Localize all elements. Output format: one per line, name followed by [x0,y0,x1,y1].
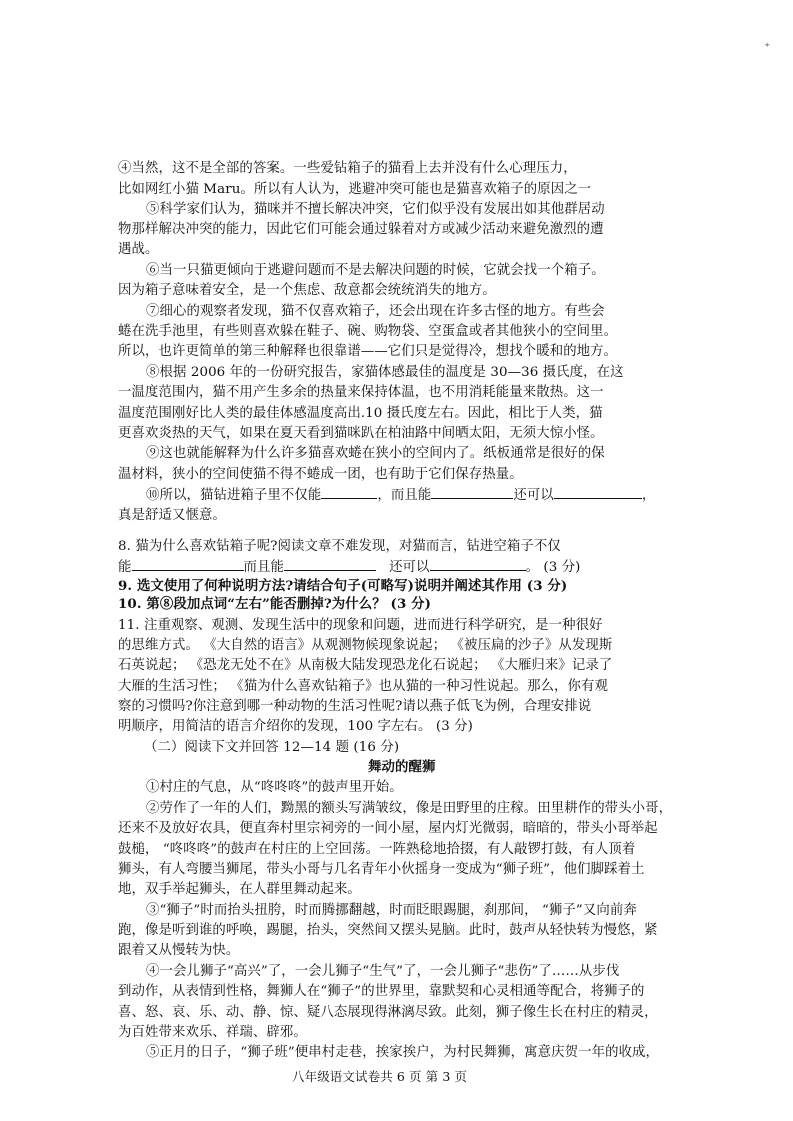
para10-prefix: ⑩所以，猫钻进箱子里不仅能 [146,488,322,503]
answer-blank[interactable] [430,558,526,571]
story-line: 还来不及放好农具，便直奔村里宗祠旁的一间小屋，屋内灯光微弱，暗暗的，带头小哥举起 [118,821,658,836]
para10-end: ， [641,488,656,503]
q8-end: 。 (3 分) [525,560,581,575]
article-line: 所以，也许更简单的第三种解释也很靠谱——它们只是觉得冷，想找个暖和的地方。 [118,344,618,359]
article-line: 因为箱子意味着安全，是一个焦虑、敌意都会统统消失的地方。 [118,283,496,298]
article-line: 温材料，狭小的空间使猫不得不蜷成一团，也有助于它们保存热量。 [118,467,523,482]
article-line: 比如网红小猫 Maru。所以有人认为，逃避冲突可能也是猫喜欢箱子的原因之一 [118,182,592,197]
story-line: 喜、怒、哀、乐、动、静、惊、疑八态展现得淋漓尽致。此刻，狮子像生长在村庄的精灵， [118,1005,658,1020]
article-line: 物那样解决冲突的能力，因此它们可能会通过躲着对方或减少活动来避免激烈的遭 [118,222,604,237]
article-line: 一温度范围内，猫不用产生多余的热量来保持体温，也不用消耗能量来散热。这一 [118,385,604,400]
question-11-line: 察的习惯吗?你注意到哪一种动物的生活习性呢?请以燕子低飞为例，合理安排说 [118,699,592,714]
question-8-answer-line [118,558,581,576]
article-line: 温度范围刚好比人类的最佳体感温度高出.10 摄氏度左右。因此，相比于人类，猫 [118,406,603,421]
q8-mid1: 而且能 [243,560,284,575]
paragraph-10-line2: 真是舒适又惬意。 [118,508,226,523]
story-line: 地，双手举起狮头，在人群里舞动起来。 [118,882,361,897]
story-line: ④一会儿狮子“高兴”了，一会儿狮子“生气”了，一会儿狮子“悲伤”了……从步伐 [146,964,620,979]
story-line: ⑤正月的日子，“狮子班”便串村走巷，挨家挨户，为村民舞狮，寓意庆贺一年的收成， [146,1045,660,1060]
article-line: 更喜欢炎热的天气，如果在夏天看到猫咪趴在柏油路中间晒太阳，无须大惊小怪。 [118,426,604,441]
article-line: 遇战。 [118,242,159,257]
article-line: ⑧根据 2006 年的一份研究报告，家猫体感最佳的温度是 30—36 摄氏度，在这 [146,365,624,380]
article-line: ⑥当一只猫更倾向于逃避问题而不是去解决问题的时候，它就会找一个箱子。 [146,263,605,278]
story-line: ②劳作了一年的人们，黝黑的额头写满皱纹，像是田野里的庄稼。田里耕作的带头小哥， [146,801,673,816]
answer-blank[interactable] [554,486,642,499]
q8-mid2: 还可以 [389,560,430,575]
story-line: 跟着又从慢转为快。 [118,943,240,958]
article-line: ⑦细心的观察者发现，猫不仅喜欢箱子，还会出现在许多古怪的地方。有些会 [146,304,605,319]
question-9: 9. 选文使用了何种说明方法?请结合句子(可略写)说明并阐述其作用 (3 分) [118,578,568,594]
corner-mark: ⁺ [764,40,771,54]
story-line: 鼓槌， “咚咚咚”的鼓声在村庄的上空回荡。一阵熟稔地拾掇，有人敲锣打鼓，有人顶着 [118,842,636,857]
article-line: ⑤科学家们认为，猫咪并不擅长解决冲突，它们似乎没有发展出如其他群居动 [146,202,605,217]
answer-blank[interactable] [132,558,244,571]
question-11: 11. 注重观察、观测、发现生活中的现象和问题，进而进行科学研究，是一种很好 [118,618,603,633]
question-11-line: 明顺序，用简洁的语言介绍你的发现，100 字左右。 (3 分) [118,719,473,734]
story-line: 为百姓带来欢乐、祥瑞、辟邪。 [118,1025,307,1040]
story-line: 狮头，有人弯腰当狮尾，带头小哥与几名青年小伙摇身一变成为“狮子班”，他们脚踩着土 [118,862,645,877]
story-line: 到动作，从表情到性格，舞狮人在“狮子”的世界里，靠默契和心灵相通等配合，将狮子的 [118,984,645,999]
section-header: （二）阅读下文并回答 12—14 题 (16 分) [144,740,400,755]
para10-mid2: 还可以 [513,488,554,503]
question-8: 8. 猫为什么喜欢钻箱子呢?阅读文章不难发现，对猫而言，钻进空箱子不仅 [118,539,561,554]
answer-blank[interactable] [321,486,377,499]
story-line: ③“狮子”时而抬头扭胯，时而腾挪翻越，时而眨眼踢腿，刹那间， “狮子”又向前奔 [146,903,637,918]
story-title: 舞动的醒狮 [368,759,436,775]
question-11-line: 石英说起； 《恐龙无处不在》从南极大陆发现恐龙化石说起； 《大雁归来》记录了 [118,658,613,673]
question-11-line: 大雁的生活习性； 《猫为什么喜欢钻箱子》也从猫的一种习性说起。那么，你有观 [118,679,609,694]
q8-prefix: 能 [118,560,132,575]
page-footer: 八年级语文试卷共 6 页 第 3 页 [292,1069,468,1084]
answer-blank[interactable] [431,486,513,499]
article-line: 蜷在洗手池里，有些则喜欢躲在鞋子、碗、购物袋、空蛋盒或者其他狭小的空间里。 [118,324,618,339]
story-line: 跑，像是听到谁的呼唤，踢腿，抬头，突然间又摆头晃脑。此时，鼓声从轻快转为慢悠，紧 [118,923,658,938]
story-line: ①村庄的气息，从“咚咚咚”的鼓声里开始。 [146,780,403,795]
question-10: 10. 第⑧段加点词“左右”能否删掉?为什么？ (3 分) [118,596,432,612]
para10-mid1: ，而且能 [377,488,432,503]
question-11-line: 的思维方式。 《大自然的语言》从观测物候现象说起； 《被压扁的沙子》从发现斯 [118,638,613,653]
answer-blank[interactable] [284,558,376,571]
article-line: ⑨这也就能解释为什么许多猫喜欢蜷在狭小的空间内了。纸板通常是很好的保 [146,446,605,461]
article-line: ④当然，这不是全部的答案。一些爱钻箱子的猫看上去并没有什么心理压力， [118,161,577,176]
paragraph-10 [146,486,655,504]
